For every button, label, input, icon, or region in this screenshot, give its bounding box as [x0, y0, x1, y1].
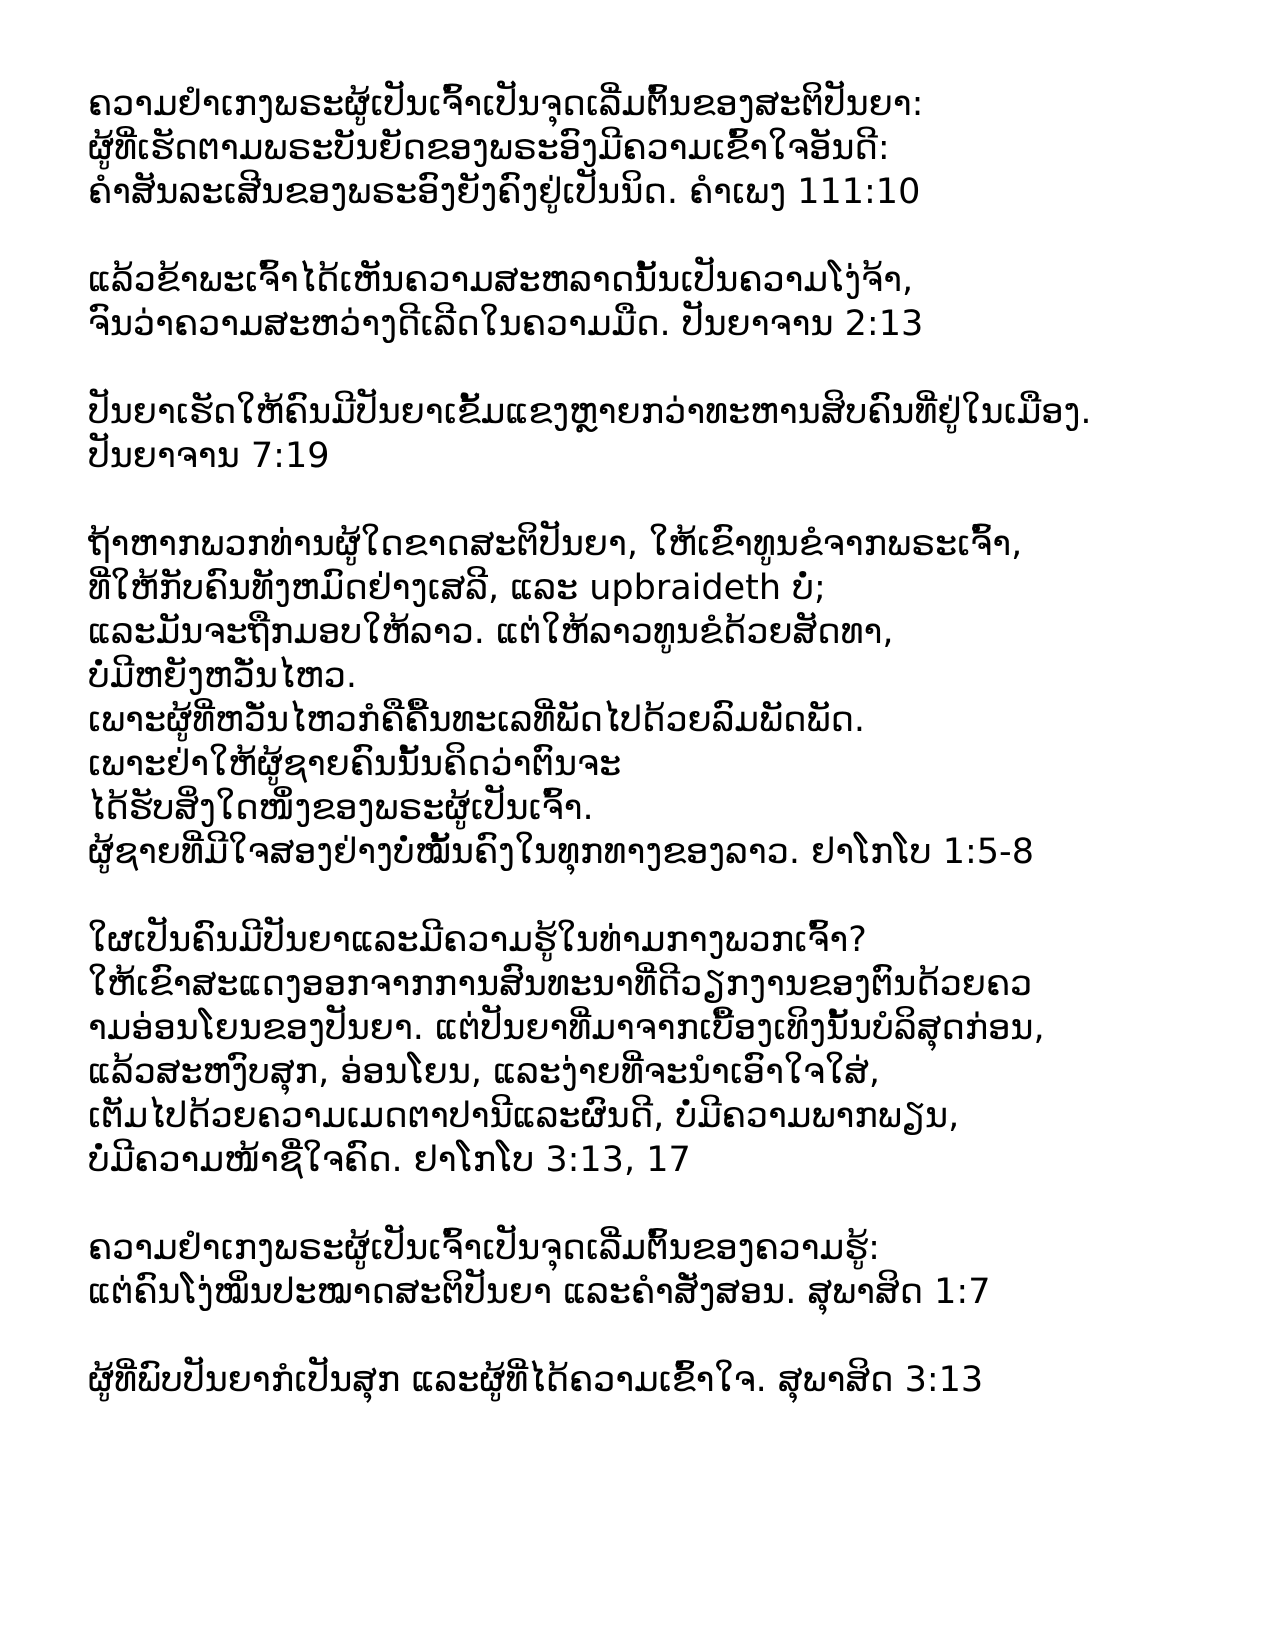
- verse-line: ໃຫ້ເຂົາສະແດງອອກຈາກການສົນທະນາທີ່ດີວຽກງານຂອງຕົນດ້ວຍຄວ: [88, 964, 1033, 1004]
- verse-line: ຄວາມຢຳເກງພຣະຜູ້ເປັນເຈົ້າເປັນຈຸດເລີ່ມຕົ້ນຂອງຄວາມຮູ້:: [88, 1228, 880, 1268]
- verse-line: ເພາະຢ່າໃຫ້ຜູ້ຊາຍຄົນນັ້ນຄິດວ່າຕົນຈະ: [88, 744, 622, 784]
- verse-line: ຈົນວ່າຄວາມສະຫວ່າງດີເລີດໃນຄວາມມືດ. ປັນຍາຈານ 2:13: [88, 304, 924, 344]
- verse-line: ແລ້ວສະຫງົບສຸກ, ອ່ອນໂຍນ, ແລະງ່າຍທີ່ຈະນໍາເອົາໃຈໃສ່,: [88, 1052, 880, 1092]
- verse-line: ຖ້າຫາກພວກທ່ານຜູ້ໃດຂາດສະຕິປັນຍາ, ໃຫ້ເຂົາທູນຂໍຈາກພຣະເຈົ້າ,: [88, 524, 1023, 564]
- verse-line: ເພາະຜູ້ທີ່ຫວັ່ນໄຫວກໍຄືຄື້ນທະເລທີ່ພັດໄປດ້ວຍລົມພັດພັດ.: [88, 700, 866, 740]
- verse-james-3-13-17: [88, 918, 1258, 1182]
- verse-line: ແລະມັນຈະຖືກມອບໃຫ້ລາວ. ແຕ່ໃຫ້ລາວທູນຂໍດ້ວຍສັດທາ,: [88, 612, 894, 652]
- verse-ecclesiastes-2-13: [88, 258, 1258, 346]
- verse-line: າມອ່ອນໂຍນຂອງປັນຍາ. ແຕ່ປັນຍາທີ່ມາຈາກເບື້ອງເທິງນັ້ນບໍລິສຸດກ່ອນ,: [88, 1008, 1045, 1048]
- verse-line: ຜູ້ທີ່ພົບປັນຍາກໍເປັນສຸກ ແລະຜູ້ທີ່ໄດ້ຄວາມເຂົ້າໃຈ. ສຸພາສິດ 3:13: [88, 1360, 984, 1400]
- verse-line: ປັນຍາເຮັດໃຫ້ຄົນມີປັນຍາເຂັ້ມແຂງຫຼາຍກວ່າທະຫານສິບຄົນທີ່ຢູ່ໃນເມືອງ.: [88, 392, 1092, 432]
- verse-psalm-111-10: [88, 82, 1258, 214]
- verse-james-1-5-8: [88, 522, 1258, 874]
- verse-line: ໄດ້ຮັບສິ່ງໃດໜຶ່ງຂອງພຣະຜູ້ເປັນເຈົ້າ.: [88, 788, 594, 828]
- verse-line: ຜູ້ຊາຍທີ່ມີໃຈສອງຢ່າງບໍ່ໝັ້ນຄົງໃນທຸກທາງຂອງລາວ. ຢາໂກໂບ 1:5-8: [88, 832, 1034, 872]
- verse-line: ທີ່ໃຫ້ກັບຄົນທັງຫມົດຢ່າງເສລີ, ແລະ upbraideth ບໍ່;: [88, 568, 826, 608]
- verse-line: ບໍ່ມີຫຍັງຫວັ່ນໄຫວ.: [88, 656, 357, 696]
- verse-line: ຄຳສັນລະເສີນຂອງພຣະອົງຍັງຄົງຢູ່ເປັນນິດ. ຄຳເພງ 111:10: [88, 172, 921, 212]
- verse-line: ແຕ່ຄົນໂງ່ໝິ່ນປະໝາດສະຕິປັນຍາ ແລະຄຳສັ່ງສອນ. ສຸພາສິດ 1:7: [88, 1272, 991, 1312]
- verse-line: ຜູ້ທີ່ເຮັດຕາມພຣະບັນຍັດຂອງພຣະອົງມີຄວາມເຂົ້າໃຈອັນດີ:: [88, 128, 890, 168]
- verse-line: ປັນຍາຈານ 7:19: [88, 436, 330, 476]
- verse-proverbs-1-7: [88, 1226, 1258, 1314]
- scripture-text: [88, 82, 1258, 1446]
- verse-line: ຄວາມຢຳເກງພຣະຜູ້ເປັນເຈົ້າເປັນຈຸດເລີ່ມຕົ້ນຂອງສະຕິປັນຍາ:: [88, 84, 924, 124]
- verse-line: ໃຜເປັນຄົນມີປັນຍາແລະມີຄວາມຮູ້ໃນທ່າມກາງພວກເຈົ້າ?: [88, 920, 867, 960]
- verse-line: ເຕັມໄປດ້ວຍຄວາມເມດຕາປານີແລະຜົນດີ, ບໍ່ມີຄວາມພາກພຽນ,: [88, 1096, 960, 1136]
- verse-line: ແລ້ວຂ້າພະເຈົ້າໄດ້ເຫັນຄວາມສະຫລາດນັ້ນເປັນຄວາມໂງ່ຈ້າ,: [88, 260, 914, 300]
- verse-proverbs-3-13: [88, 1358, 1258, 1402]
- verse-ecclesiastes-7-19: [88, 390, 1258, 478]
- verse-line: ບໍ່ມີຄວາມໜ້າຊື່ໃຈຄົດ. ຢາໂກໂບ 3:13, 17: [88, 1140, 691, 1180]
